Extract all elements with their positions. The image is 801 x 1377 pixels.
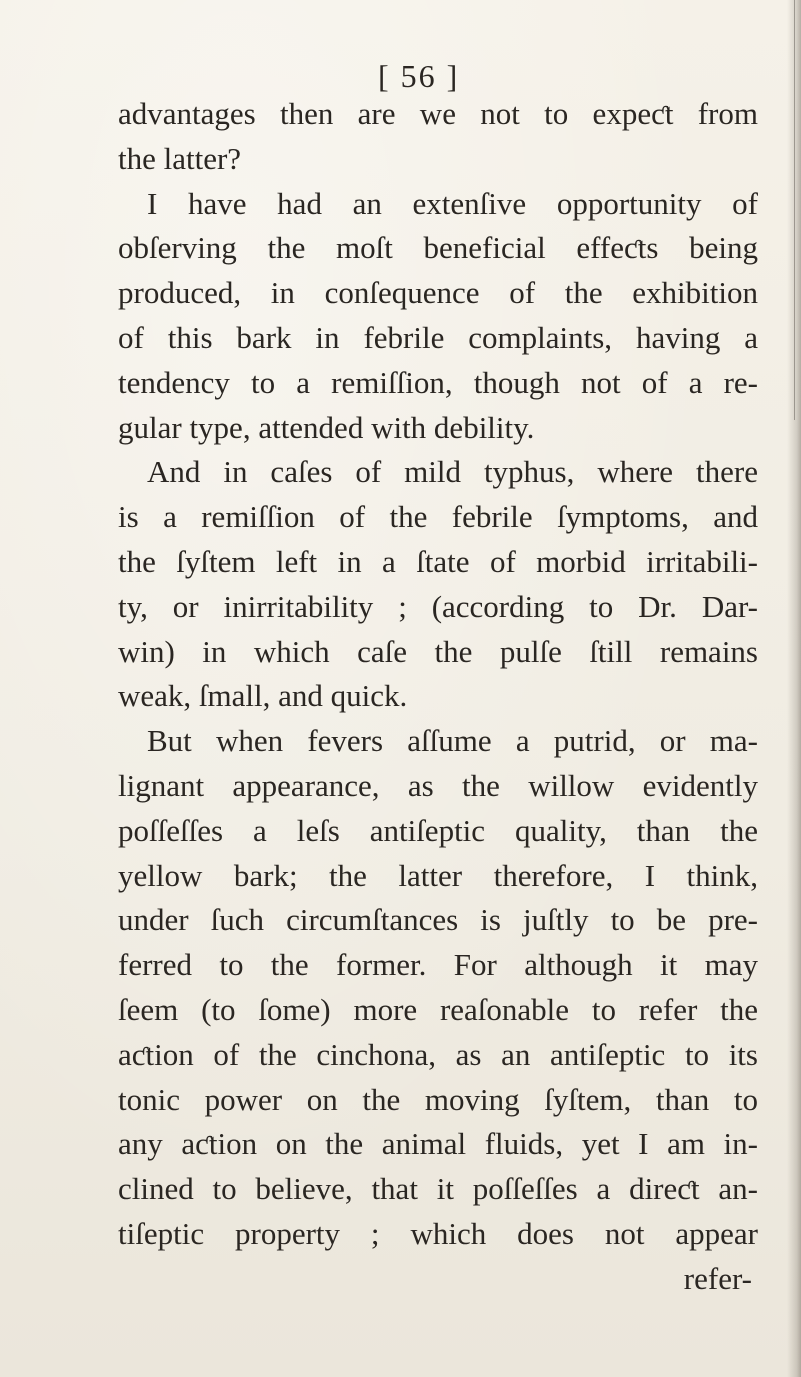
text-line: produced, in conſequence of the exhibition [118,275,758,311]
text-line: under ſuch circumſtances is juſtly to be pre- [118,902,758,938]
text-line: ferred to the former. For although it may [118,947,758,983]
text-line: And in caſes of mild typhus, where there [147,454,758,490]
catchword: refer- [683,1260,752,1296]
text-line: I have had an extenſive opportunity of [147,185,758,221]
text-line: But when fevers aſſume a putrid, or ma- [147,723,758,759]
text-line: tonic power on the moving ſyſtem, than to [118,1081,758,1117]
text-line: is a remiſſion of the febrile ſymptoms, and [118,499,758,535]
text-line: obſerving the moſt beneficial effeƈts being [118,230,758,266]
text-line: weak, ſmall, and quick. [118,678,408,714]
text-line: the latter? [118,140,242,176]
text-line: win) in which caſe the pulſe ſtill remains [118,633,758,669]
text-line: ty, or inirritability ; (according to Dr. Dar- [118,588,758,624]
text-line: of this bark in febrile complaints, having a [118,319,758,355]
page-edge-line [794,0,795,420]
text-line: tendency to a remiſſion, though not of a re- [118,364,758,400]
text-line: gular type, attended with debility. [118,409,535,445]
text-line: any aƈtion on the animal fluids, yet I am in- [118,1126,758,1162]
text-line: ſeem (to ſome) more reaſonable to refer the [118,991,758,1027]
text-line: the ſyſtem left in a ſtate of morbid irritabili- [118,543,758,579]
text-line: lignant appearance, as the willow evidently [118,767,758,803]
text-line: advantages then are we not to expeƈt from [118,96,758,131]
text-line: tiſeptic property ; which does not appear [118,1215,758,1251]
text-line: aƈtion of the cinchona, as an antiſeptic to its [118,1036,758,1072]
text-line: clined to believe, that it poſſeſſes a direƈt an- [118,1171,758,1207]
text-line: yellow bark; the latter therefore, I think, [118,857,758,893]
text-line: poſſeſſes a leſs antiſeptic quality, than the [118,812,758,848]
body-text [118,92,758,1302]
page-number: [ 56 ] [378,58,460,94]
